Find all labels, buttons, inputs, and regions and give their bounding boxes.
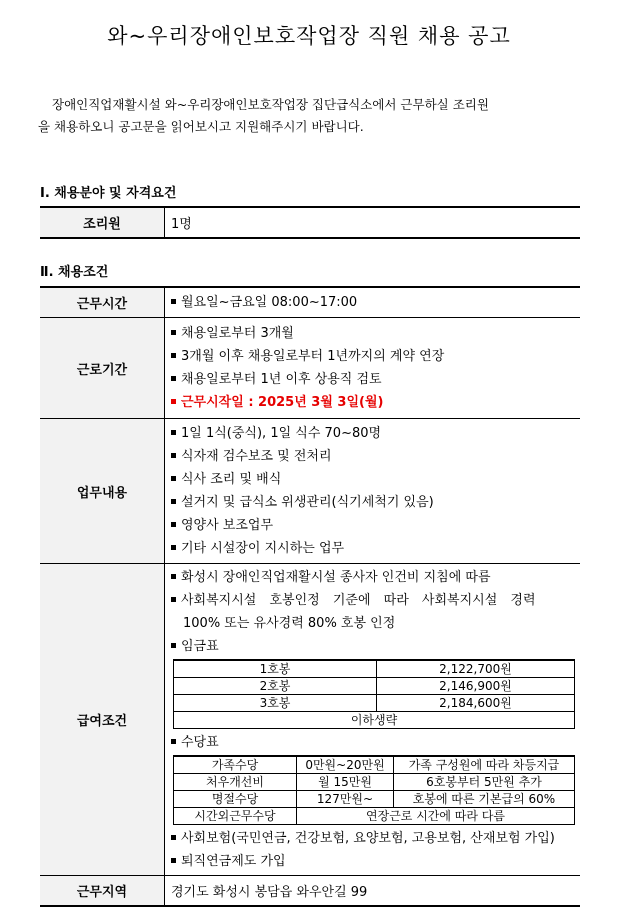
allowance-note: 호봉에 따른 기본급의 60%: [394, 791, 575, 808]
allowance-name: 처우개선비: [174, 774, 297, 791]
section-heading-1: Ⅰ. 채용분야 및 자격요건: [40, 186, 177, 201]
allowance-amount: 127만원~: [297, 791, 394, 808]
allowance-note: 연장근로 시간에 따라 다름: [297, 808, 575, 825]
row-label: 업무내용: [40, 419, 165, 564]
bullet-square-icon: [171, 858, 176, 863]
section-heading-2: Ⅱ. 채용조건: [40, 265, 109, 280]
table-row: [174, 756, 575, 774]
row-label: 급여조건: [40, 564, 165, 876]
table-row: [174, 712, 575, 729]
intro-line: 을 채용하오니 공고문을 읽어보시고 지원해주시기 바랍니다.: [38, 119, 364, 134]
bullet-square-icon: [171, 376, 176, 381]
list-item: 사회복지시설 호봉인정 기준에 따라 사회복지시설 경력: [171, 589, 580, 612]
list-item: 영양사 보조업무: [171, 514, 580, 537]
list-item: 기타 시설장이 지시하는 업무: [171, 537, 580, 560]
list-item: 화성시 장애인직업재활시설 종사자 인건비 지침에 따름: [171, 566, 580, 589]
allowance-name: 시간외근무수당: [174, 808, 297, 825]
allowance-note: 6호봉부터 5만원 추가: [394, 774, 575, 791]
bullet-square-icon: [171, 835, 176, 840]
bullet-square-icon: [171, 597, 176, 602]
qualification-table: [40, 206, 580, 239]
work-period-row: [40, 318, 580, 419]
bullet-square-icon: [171, 353, 176, 358]
bullet-square-icon: [171, 330, 176, 335]
wage-amount: 2,122,700원: [377, 660, 575, 678]
wage-amount: 2,184,600원: [377, 695, 575, 712]
wage-table: [173, 659, 575, 729]
table-row: [174, 695, 575, 712]
allowance-table-label: 수당표: [171, 731, 580, 754]
work-hours-row: [40, 287, 580, 318]
wage-table-label: 임금표: [171, 635, 580, 658]
bullet-square-icon: [171, 499, 176, 504]
table-row: [174, 660, 575, 678]
allowance-name: 명절수당: [174, 791, 297, 808]
list-item: 채용일로부터 1년 이후 상용직 검토: [171, 368, 580, 391]
bullet-square-icon: [171, 643, 176, 648]
row-label: 근무지역: [40, 876, 165, 907]
intro-line: 장애인직업재활시설 와~우리장애인보호작업장 집단급식소에서 근무하실 조리원: [52, 97, 489, 112]
bullet-square-icon: [171, 453, 176, 458]
list-item: 월요일~금요일 08:00~17:00: [171, 291, 580, 314]
bullet-square-icon: [171, 430, 176, 435]
table-row: [40, 207, 580, 238]
location-row: [40, 876, 580, 907]
list-item: 식자재 검수보조 및 전처리: [171, 445, 580, 468]
wage-grade: 3호봉: [174, 695, 377, 712]
wage-omitted: 이하생략: [174, 712, 575, 729]
list-item: 식사 조리 및 배식: [171, 468, 580, 491]
conditions-table: [40, 286, 580, 907]
table-row: [174, 774, 575, 791]
bullet-square-icon: [171, 476, 176, 481]
list-item: 퇴직연금제도 가입: [171, 850, 580, 873]
table-row: [174, 808, 575, 825]
allowance-amount: 월 15만원: [297, 774, 394, 791]
row-label: 근무시간: [40, 287, 165, 318]
wage-grade: 1호봉: [174, 660, 377, 678]
list-item: 사회보험(국민연금, 건강보험, 요양보험, 고용보험, 산재보험 가입): [171, 827, 580, 850]
table-row: [174, 791, 575, 808]
row-value: 1명: [165, 207, 581, 238]
bullet-square-icon: [171, 574, 176, 579]
bullet-square-icon: [171, 545, 176, 550]
allowance-note: 가족 구성원에 따라 차등지급: [394, 756, 575, 774]
bullet-square-icon: [171, 399, 176, 404]
intro-paragraph: [38, 94, 586, 138]
bullet-square-icon: [171, 522, 176, 527]
row-value: 경기도 화성시 봉담읍 와우안길 99: [165, 876, 581, 907]
list-item: 3개월 이후 채용일로부터 1년까지의 계약 연장: [171, 345, 580, 368]
duties-row: [40, 419, 580, 564]
list-item: 설거지 및 급식소 위생관리(식기세척기 있음): [171, 491, 580, 514]
bullet-square-icon: [171, 299, 176, 304]
start-date-highlight: 근무시작일 : 2025년 3월 3일(월): [171, 391, 580, 414]
wage-grade: 2호봉: [174, 678, 377, 695]
allowance-amount: 0만원~20만원: [297, 756, 394, 774]
allowance-table: [173, 755, 575, 825]
row-label: 조리원: [40, 207, 165, 238]
salary-row: [40, 564, 580, 876]
table-row: [174, 678, 575, 695]
page-title: 와~우리장애인보호작업장 직원 채용 공고: [107, 24, 511, 48]
row-label: 근로기간: [40, 318, 165, 419]
wage-amount: 2,146,900원: [377, 678, 575, 695]
allowance-name: 가족수당: [174, 756, 297, 774]
list-item: 1일 1식(중식), 1일 식수 70~80명: [171, 422, 580, 445]
list-item-continuation: 100% 또는 유사경력 80% 호봉 인정: [183, 616, 396, 631]
bullet-square-icon: [171, 739, 176, 744]
list-item: 채용일로부터 3개월: [171, 322, 580, 345]
